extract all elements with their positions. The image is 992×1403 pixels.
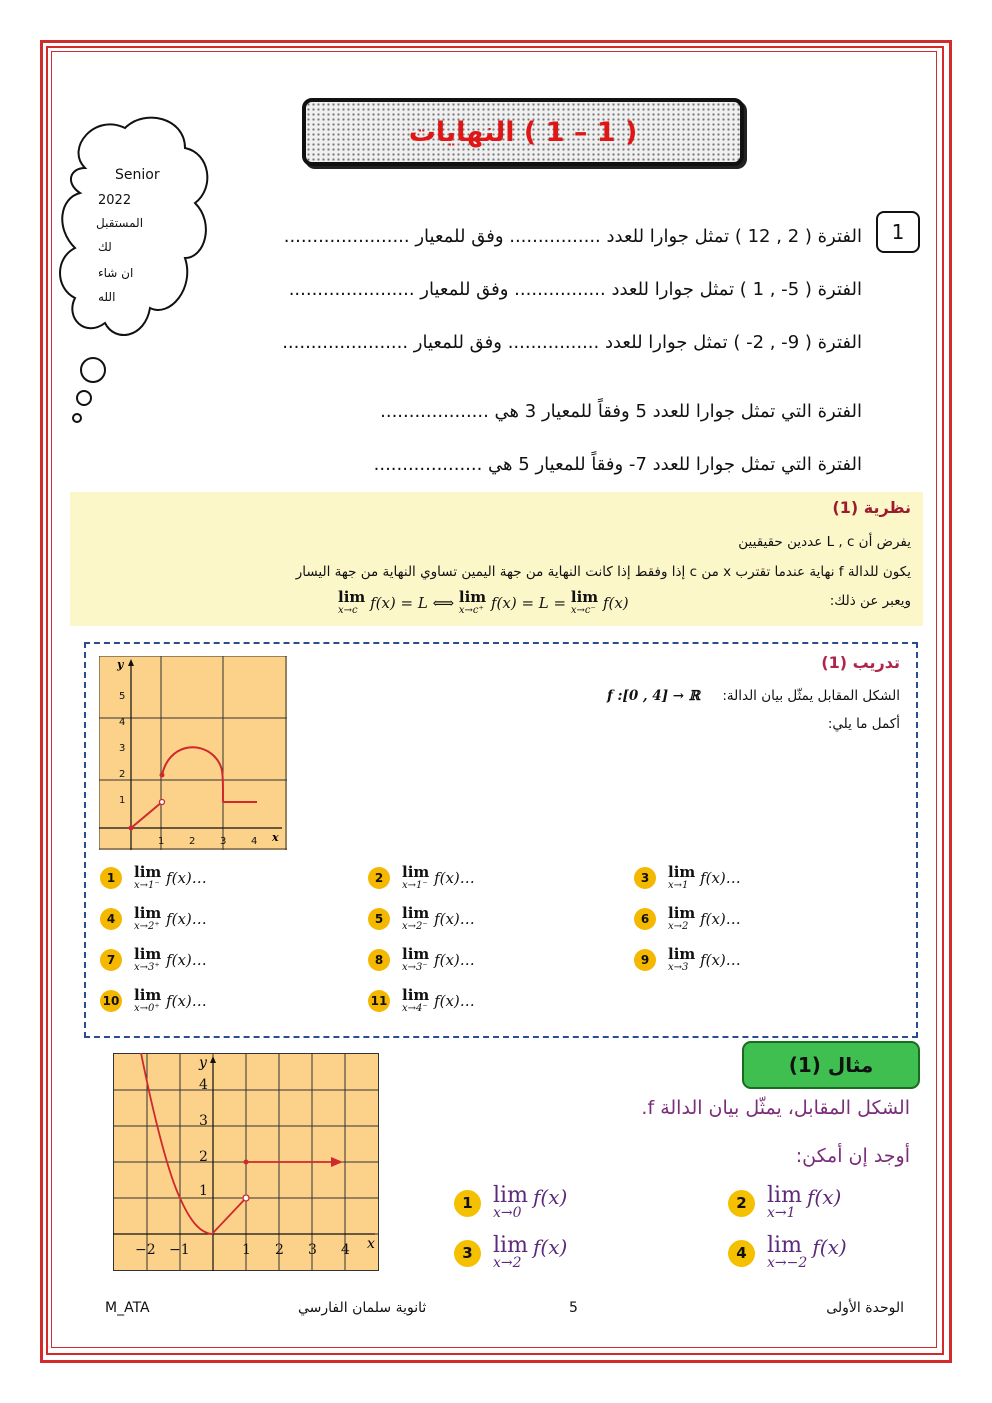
x-tick: 4 [251,836,258,847]
example-graph [113,1053,379,1271]
example-item: 1 lim x→0 f(x) [454,1185,567,1221]
exercise-item: 6 lim x→2 f(x)… [634,906,741,932]
exercise-item: 7 lim x→3⁺ f(x)… [100,947,207,973]
y-tick: 5 [119,691,126,702]
question-line: الفترة ( 2 , 12 ) تمثل جوارا للعدد ................ وفق للمعيار ...................... [283,226,862,247]
exercise-item: 1 lim x→1⁻ f(x)… [100,865,207,891]
example-title-button: مثال (1) [742,1041,920,1089]
theorem-line: ويعبر عن ذلك: [829,593,911,609]
exercise-line: أكمل ما يلي: [827,716,900,732]
exercise-item: 5 lim x→2⁻ f(x)… [368,906,475,932]
example-line: أوجد إن أمكن: [795,1145,910,1167]
x-tick: 2 [189,836,196,847]
question-line: الفترة التي تمثل جوارا للعدد 5 وفقاً للمعيار 3 هي ................... [380,401,862,422]
title-banner [302,98,744,166]
y-tick: 1 [119,795,126,806]
y-tick: 3 [199,1113,208,1129]
theorem-line: يكون للدالة f نهاية عندما تقترب x من c إذا وفقط إذا كانت النهاية من جهة اليمين تساوي النهاية من جهة اليسار [295,564,911,580]
exercise-graph-y-label: y [117,658,124,671]
x-tick: 1 [158,836,165,847]
cloud-line: الله [98,290,116,304]
example-graph-x-label: x [367,1236,375,1252]
y-tick: 1 [199,1183,208,1199]
exercise-graph-x-label: x [272,831,279,844]
cloud-line: لك [98,240,112,254]
exercise-item: 9 lim x→3 f(x)… [634,947,741,973]
exercise-item: 4 lim x→2⁺ f(x)… [100,906,207,932]
cloud-line: Senior [115,167,160,183]
exercise-graph [99,656,287,850]
y-tick: 2 [119,769,126,780]
x-tick: 2 [275,1242,284,1258]
x-tick: 1 [242,1242,251,1258]
footer-page-number: 5 [569,1300,578,1316]
example-item: 3 lim x→2 f(x) [454,1235,567,1271]
exercise-item: 8 lim x→3⁻ f(x)… [368,947,475,973]
x-tick: 3 [220,836,227,847]
section-number: 1 [876,211,920,253]
exercise-item: 10 lim x→0⁺ f(x)… [100,988,207,1014]
cloud-line: ان شاء [98,266,134,280]
thought-cloud-icon [55,108,215,428]
theorem-title: نظرية (1) [832,498,911,517]
question-line: الفترة ( 9- , 2- ) تمثل جوارا للعدد ................ وفق للمعيار ...................... [282,332,862,353]
exercise-line: الشكل المقابل يمثّل بيان الدالة: f :[0 , 4] → ℝ [606,688,900,704]
theorem-box [70,492,923,626]
exercise-item: 11 lim x→4⁻ f(x)… [368,988,475,1014]
theorem-line: يفرض أن L , c عددين حقيقيين [738,534,911,550]
y-tick: 4 [199,1077,208,1093]
question-line: الفترة ( 5- , 1 ) تمثل جوارا للعدد ................ وفق للمعيار ...................... [288,279,862,300]
footer-school: ثانوية سلمان الفارسي [298,1300,427,1316]
x-tick: 4 [341,1242,350,1258]
y-tick: 2 [199,1149,208,1165]
footer-author: M_ATA [105,1300,150,1316]
cloud-line: 2022 [98,193,132,208]
theorem-formula: lim x→c f(x) = L ⟺ lim x→c⁺ f(x) = L = lim x→c⁻ f(x) [338,588,629,616]
question-line: الفترة التي تمثل جوارا للعدد 7- وفقاً للمعيار 5 هي ................... [373,454,862,475]
exercise-item: 2 lim x→1⁻ f(x)… [368,865,475,891]
exercise-domain: f :[0 , 4] → ℝ [606,688,701,704]
page-title: ( 1 – 1 ) النهايات [408,116,638,148]
footer-unit: الوحدة الأولى [826,1300,904,1316]
example-item: 4 lim x→−2 f(x) [728,1235,847,1271]
x-tick: 3 [308,1242,317,1258]
x-tick: −2 [135,1242,156,1258]
cloud-line: المستقبل [96,216,144,230]
exercise-box [84,642,918,1038]
example-graph-y-label: y [199,1055,207,1071]
example-item: 2 lim x→1 f(x) [728,1185,841,1221]
exercise-title: تدريب (1) [821,653,900,672]
x-tick: −1 [169,1242,190,1258]
y-tick: 4 [119,717,126,728]
exercise-item: 3 lim x→1 f(x)… [634,865,741,891]
y-tick: 3 [119,743,126,754]
example-line: الشكل المقابل، يمثّل بيان الدالة f. [641,1097,910,1119]
